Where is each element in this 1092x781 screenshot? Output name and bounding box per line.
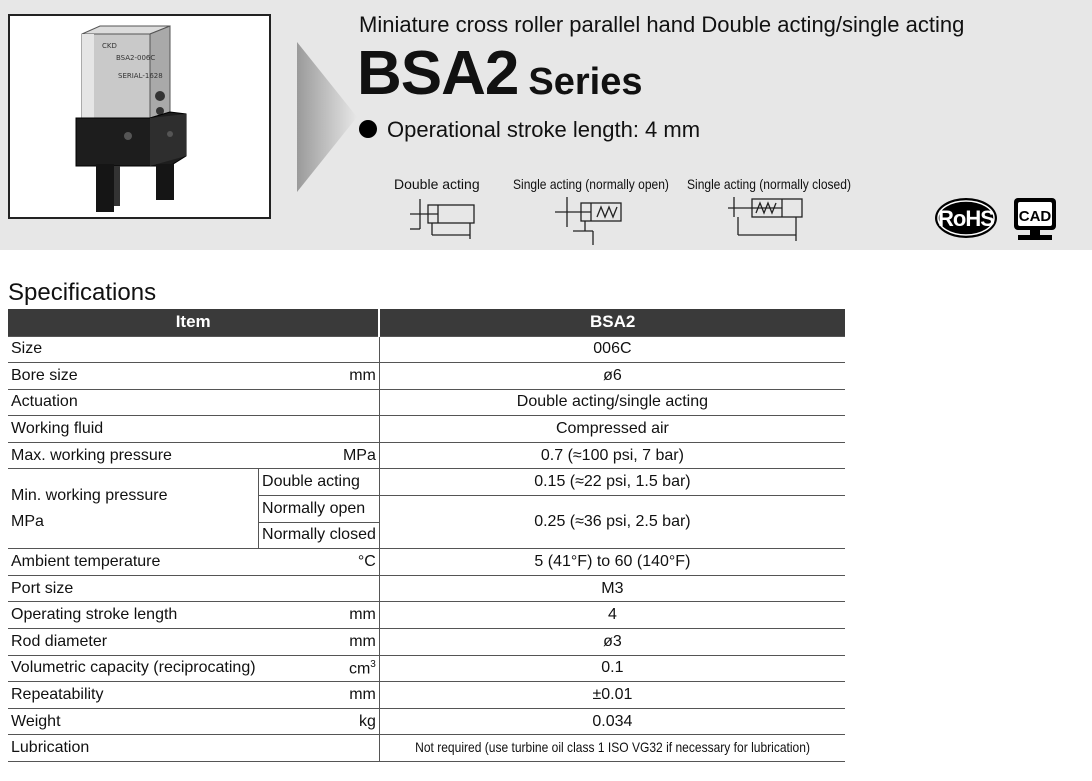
product-marking-2: BSA2-006C — [116, 54, 156, 62]
arrow-icon — [297, 42, 357, 192]
action-label-single-closed: Single acting (normally closed) — [687, 176, 851, 192]
table-row — [8, 708, 845, 735]
volumetric-unit: cm — [348, 660, 371, 678]
row-value-max-pressure: 0.7 (≈100 psi, 7 bar) — [379, 442, 845, 469]
row-label-fluid: Working fluid — [8, 416, 259, 443]
lubrication-note: Not required (use turbine oil class 1 ISO VG32 if necessary for lubrication) — [414, 739, 810, 756]
table-row — [8, 363, 845, 390]
rohs-badge — [934, 197, 998, 239]
row-unit-bore: mm — [259, 363, 380, 390]
row-value-actuation: Double acting/single acting — [379, 389, 845, 416]
min-pressure-unit: MPa — [11, 512, 44, 530]
specifications-heading: Specifications — [8, 279, 157, 306]
min-pressure-double-label: Double acting — [259, 469, 380, 496]
row-unit-volumetric — [259, 655, 380, 682]
row-label-weight: Weight — [8, 708, 259, 735]
product-marking-1: CKD — [102, 42, 117, 50]
row-label-bore: Bore size — [8, 363, 259, 390]
table-row — [8, 416, 845, 443]
row-value-size: 006C — [379, 336, 845, 363]
table-row — [8, 389, 845, 416]
page-subtitle: Miniature cross roller parallel hand Double acting/single acting — [359, 12, 965, 37]
table-row — [8, 602, 845, 629]
specifications-table — [8, 309, 845, 762]
row-label-size: Size — [8, 336, 259, 363]
series-code: BSA2 — [357, 39, 519, 108]
table-row — [8, 575, 845, 602]
row-value-stroke: 4 — [379, 602, 845, 629]
single-acting-closed-symbol-icon — [726, 195, 806, 243]
table-row — [8, 469, 845, 496]
row-label-min-pressure — [8, 469, 259, 549]
row-unit-fluid — [259, 416, 380, 443]
action-label-single-open: Single acting (normally open) — [513, 176, 669, 192]
table-header-row — [8, 309, 845, 336]
action-label-double: Double acting — [394, 176, 480, 192]
row-value-weight: 0.034 — [379, 708, 845, 735]
row-value-fluid: Compressed air — [379, 416, 845, 443]
stroke-length-text: Operational stroke length: 4 mm — [387, 117, 701, 142]
row-unit-port — [259, 575, 380, 602]
row-label-lubrication: Lubrication — [8, 735, 259, 762]
column-header-item: Item — [8, 309, 379, 336]
min-pressure-single-value: 0.25 (≈36 psi, 2.5 bar) — [379, 496, 845, 549]
series-word: Series — [528, 61, 643, 103]
volumetric-unit-sup: 3 — [370, 658, 376, 670]
cad-text: CAD — [1018, 208, 1052, 225]
table-row — [8, 735, 845, 762]
row-value-bore: ø6 — [379, 363, 845, 390]
row-label-rod: Rod diameter — [8, 629, 259, 656]
row-label-ambient: Ambient temperature — [8, 549, 259, 576]
min-pressure-label: Min. working pressure — [11, 486, 168, 504]
row-value-ambient: 5 (41°F) to 60 (140°F) — [379, 549, 845, 576]
row-value-lubrication — [379, 735, 845, 762]
row-unit-ambient: °C — [259, 549, 380, 576]
table-row — [8, 442, 845, 469]
row-label-port: Port size — [8, 575, 259, 602]
min-pressure-double-value: 0.15 (≈22 psi, 1.5 bar) — [379, 469, 845, 496]
row-value-rod: ø3 — [379, 629, 845, 656]
row-value-port: M3 — [379, 575, 845, 602]
stroke-length — [359, 117, 700, 143]
row-unit-stroke: mm — [259, 602, 380, 629]
table-row — [8, 655, 845, 682]
single-acting-open-symbol-icon — [553, 195, 625, 247]
row-label-repeat: Repeatability — [8, 682, 259, 709]
row-value-repeat: ±0.01 — [379, 682, 845, 709]
table-row — [8, 549, 845, 576]
row-unit-weight: kg — [259, 708, 380, 735]
column-header-model: BSA2 — [379, 309, 845, 336]
row-label-stroke: Operating stroke length — [8, 602, 259, 629]
product-marking-3: SERIAL-1628 — [118, 72, 163, 80]
double-acting-symbol-icon — [408, 195, 478, 243]
table-row — [8, 629, 845, 656]
table-row — [8, 682, 845, 709]
row-unit-rod: mm — [259, 629, 380, 656]
min-pressure-closed-label: Normally closed — [259, 522, 380, 549]
table-row — [8, 336, 845, 363]
row-label-volumetric: Volumetric capacity (reciprocating) — [8, 655, 259, 682]
min-pressure-open-label: Normally open — [259, 496, 380, 523]
row-unit-repeat: mm — [259, 682, 380, 709]
cad-badge-icon — [1012, 196, 1058, 242]
row-unit-lubrication — [259, 735, 380, 762]
row-label-max-pressure: Max. working pressure — [8, 442, 259, 469]
product-photo — [8, 14, 271, 219]
row-unit-actuation — [259, 389, 380, 416]
row-unit-max-pressure: MPa — [259, 442, 380, 469]
row-label-actuation: Actuation — [8, 389, 259, 416]
row-value-volumetric: 0.1 — [379, 655, 845, 682]
series-title — [357, 38, 642, 109]
rohs-text: RoHS — [938, 206, 994, 231]
bullet-icon — [359, 120, 377, 138]
row-unit-size — [259, 336, 380, 363]
